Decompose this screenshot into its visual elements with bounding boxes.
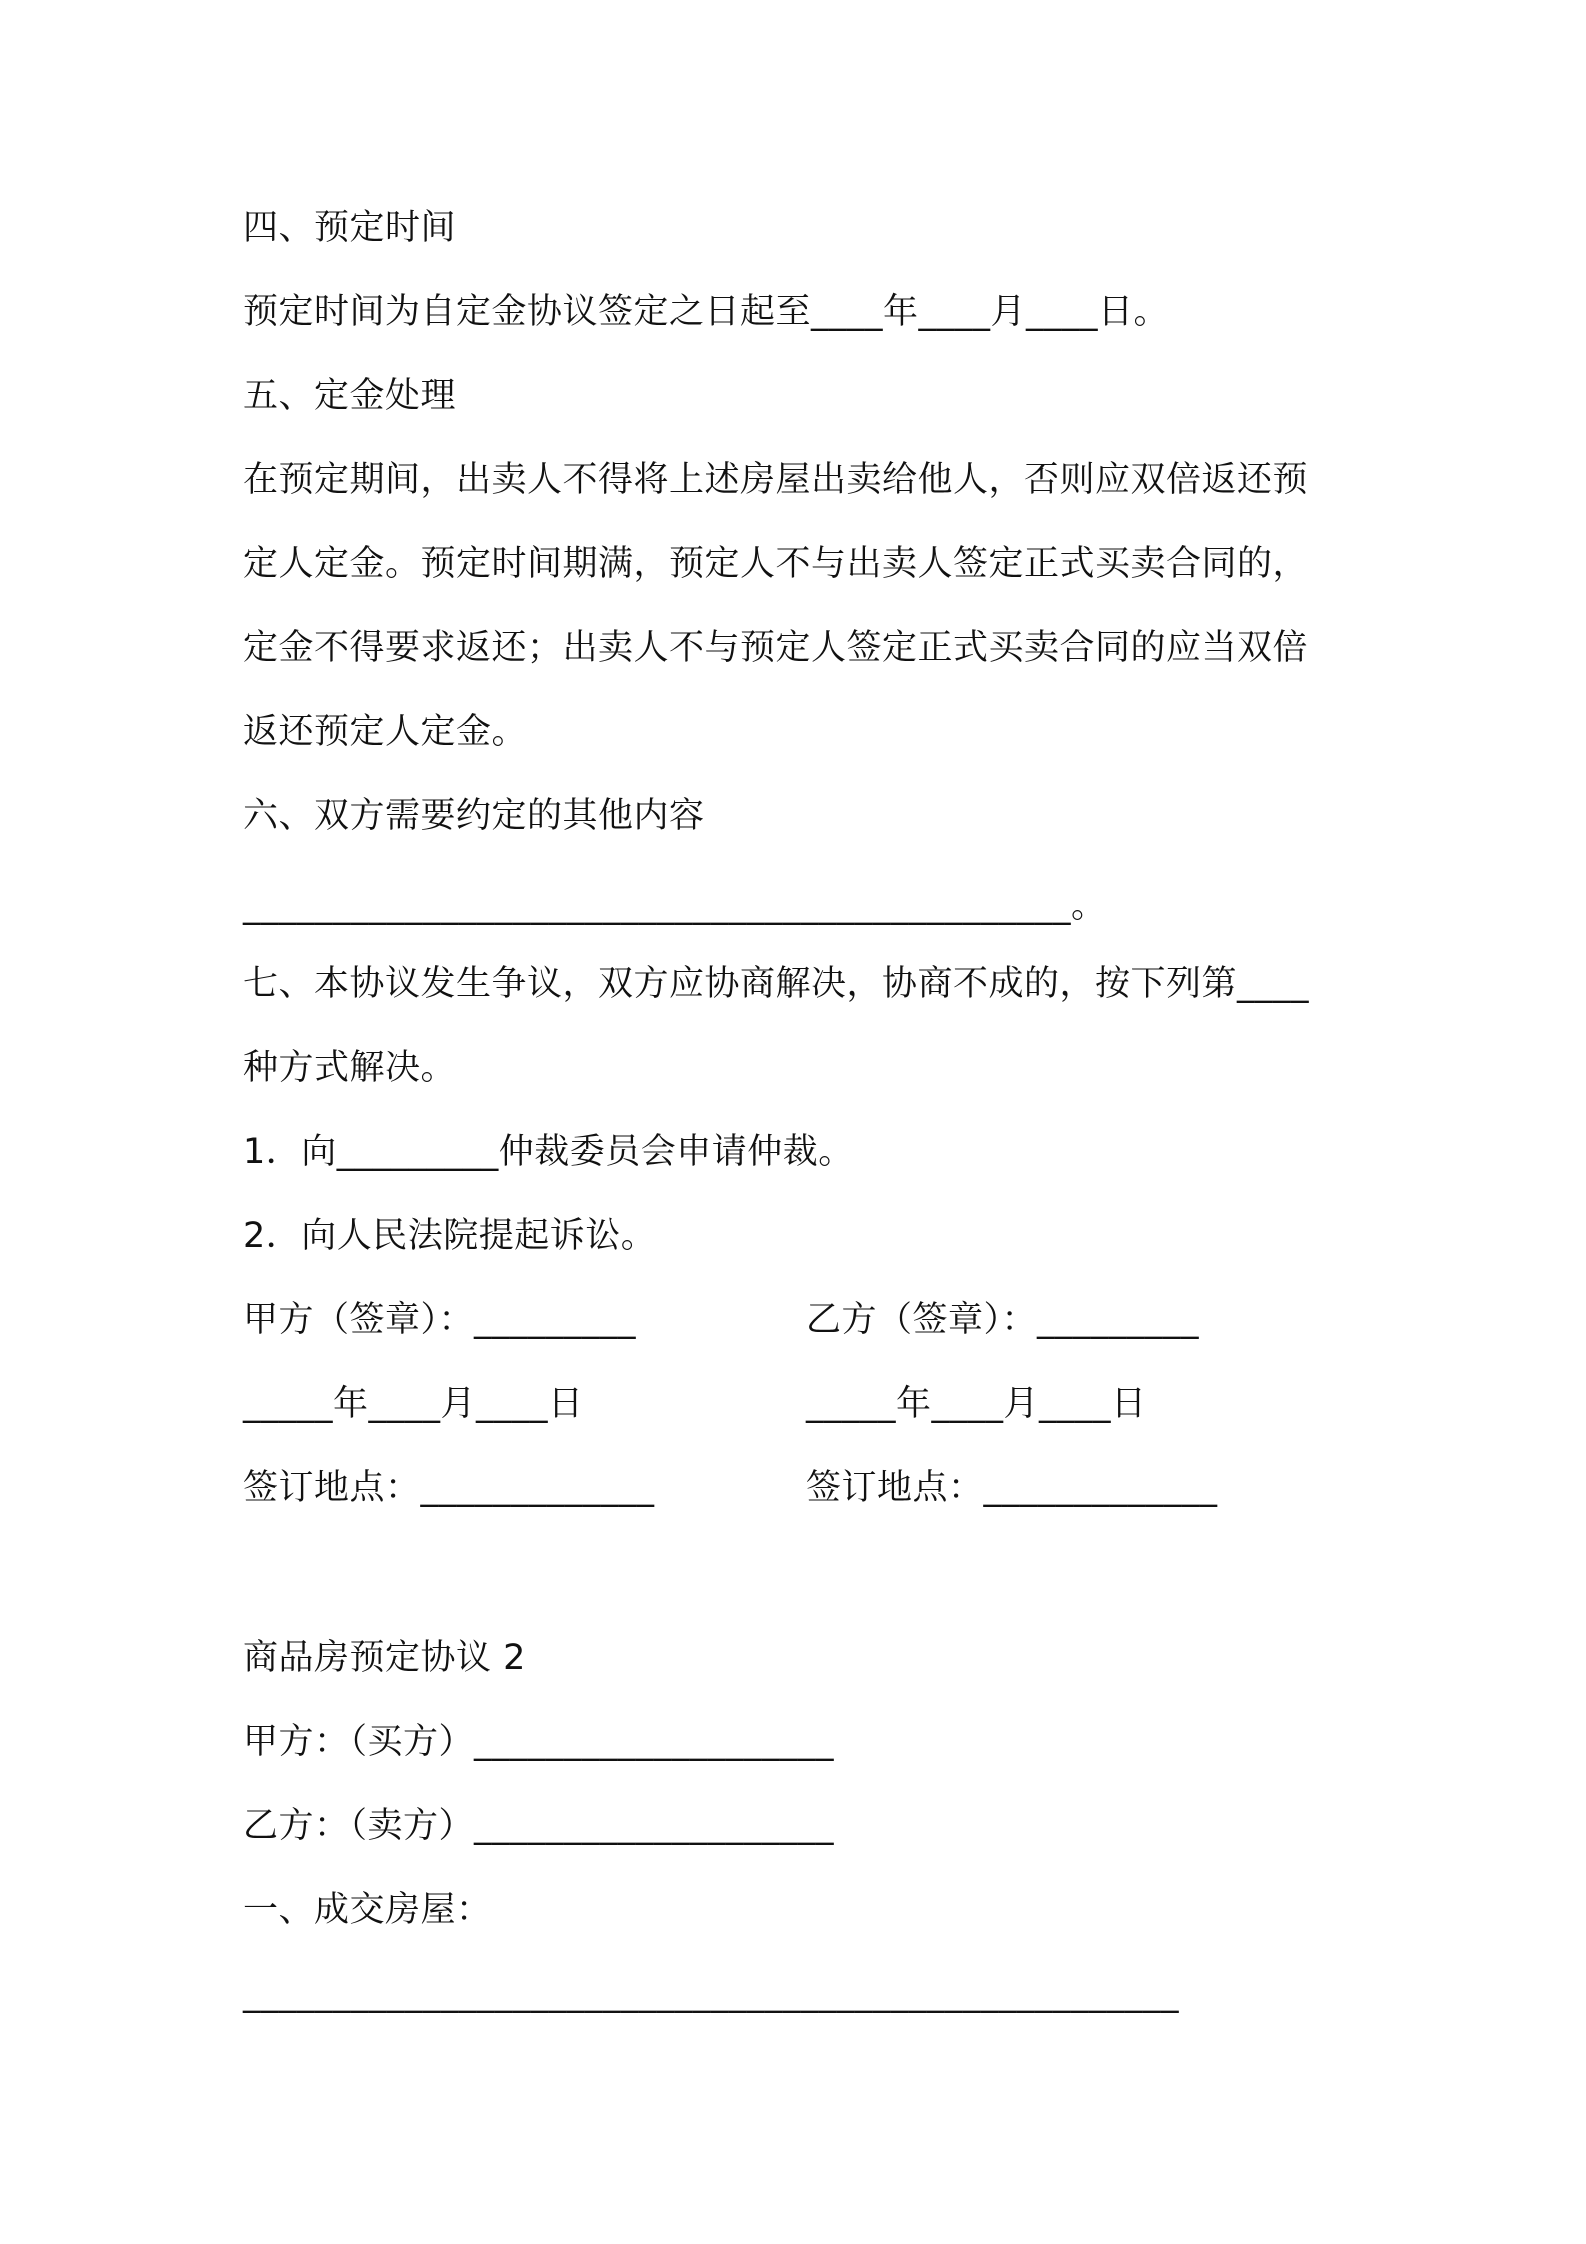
agreement2-section1-heading: 一、成交房屋：: [243, 1890, 492, 1930]
section4-body: 预定时间为自定金协议签定之日起至____年____月____日。: [243, 292, 1170, 332]
agreement2-title: 商品房预定协议 2: [243, 1638, 526, 1678]
section5-heading: 五、定金处理: [243, 376, 457, 416]
section7-option-2: 2．向人民法院提起诉讼。: [243, 1216, 657, 1256]
section7-option-1: 1．向_________仲裁委员会申请仲裁。: [243, 1132, 854, 1172]
section6-heading: 六、双方需要约定的其他内容: [243, 796, 705, 836]
section6-blank: ______________________________________________。: [243, 886, 1107, 926]
section5-body-line-3: 定金不得要求返还；出卖人不与预定人签定正式买卖合同的应当双倍: [243, 628, 1309, 668]
section7-line-1: 七、本协议发生争议，双方应协商解决，协商不成的，按下列第____: [243, 964, 1310, 1004]
section5-body-line-1: 在预定期间，出卖人不得将上述房屋出卖给他人，否则应双倍返还预: [243, 460, 1309, 500]
agreement2-party-a: 甲方：（买方）____________________: [243, 1722, 835, 1762]
party-b-signature: 乙方（签章）：_________: [806, 1300, 1200, 1340]
section7-line-2: 种方式解决。: [243, 1048, 457, 1088]
section5-body-line-2: 定人定金。预定时间期满，预定人不与出卖人签定正式买卖合同的，: [243, 544, 1309, 584]
party-a-signature: 甲方（签章）：_________: [243, 1300, 637, 1340]
party-b-signing-place: 签订地点：_____________: [806, 1468, 1218, 1508]
party-b-date: _____年____月____日: [806, 1384, 1147, 1424]
section5-body-line-4: 返还预定人定金。: [243, 712, 528, 752]
section4-heading: 四、预定时间: [243, 208, 457, 248]
agreement2-party-b: 乙方：（卖方）____________________: [243, 1806, 835, 1846]
agreement2-section1-blank: ____________________________________________________: [243, 1974, 1179, 2014]
party-a-date: _____年____月____日: [243, 1384, 584, 1424]
party-a-signing-place: 签订地点：_____________: [243, 1468, 655, 1508]
